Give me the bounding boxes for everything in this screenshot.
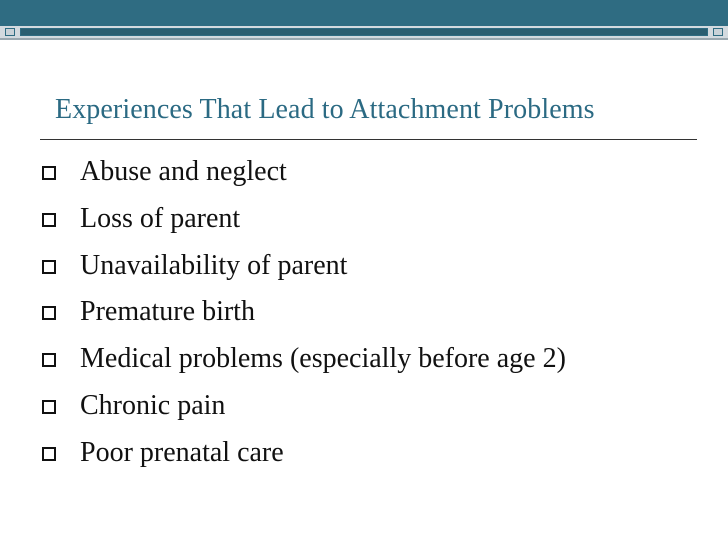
hollow-square-bullet-icon [42,353,56,367]
banner-top-band [0,0,728,26]
list-item [40,386,566,433]
list-item [40,433,566,480]
banner-bottom-band [0,26,728,38]
list-item [40,152,566,199]
banner-inner-bar [20,28,708,36]
list-item [40,246,566,293]
hollow-square-bullet-icon [42,447,56,461]
hollow-square-bullet-icon [42,166,56,180]
list-item [40,339,566,386]
bullet-text: Medical problems (especially before age 2) [80,343,566,375]
title-underline [40,139,697,140]
list-item [40,199,566,246]
bullet-text: Unavailability of parent [80,249,348,281]
bullet-text: Abuse and neglect [80,156,287,187]
bullet-list [40,152,566,480]
banner-divider-line [0,38,728,40]
hollow-square-bullet-icon [42,306,56,320]
slide-title: Experiences That Lead to Attachment Problems [55,94,595,125]
bullet-text: Premature birth [80,296,255,328]
decorative-banner [0,0,728,40]
bullet-text: Chronic pain [80,389,226,421]
hollow-square-bullet-icon [42,213,56,227]
bullet-text: Loss of parent [80,202,241,234]
bullet-text: Poor prenatal care [80,436,284,468]
hollow-square-bullet-icon [42,400,56,414]
list-item [40,292,566,339]
hollow-square-bullet-icon [42,260,56,274]
